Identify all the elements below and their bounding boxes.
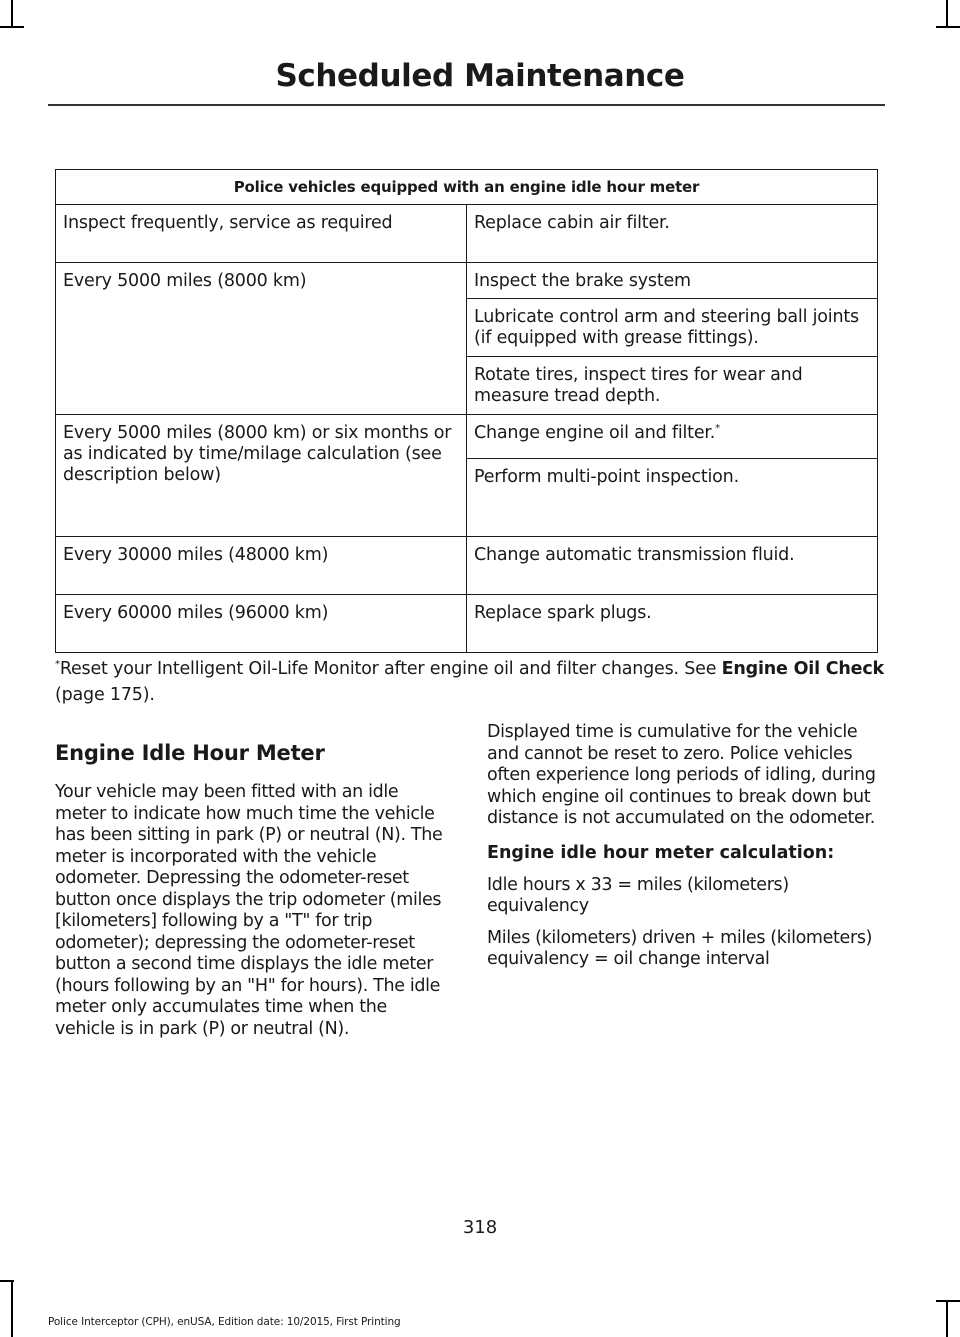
table-header-row	[56, 170, 878, 205]
table-row	[56, 205, 878, 263]
interval-cell: Every 5000 miles (8000 km) or six months or as indicated by time/milage calculation (see description below)	[56, 415, 467, 537]
body-paragraph: Your vehicle may been fitted with an idle meter to indicate how much time the vehicle has been sitting in park (P) or neutral (N). The meter is incorporated with the vehicle odometer. Depressing the odometer-reset button once displays the trip odometer (miles [kilometers] following by a "T" for trip odometer); depressing the odometer-reset button a second time displays the idle meter (hours following by an "H" for hours). The idle meter only accumulates time when the vehicle is in park (P) or neutral (N).	[55, 782, 443, 1039]
crop-mark-bottom-right-v	[946, 1300, 948, 1337]
body-paragraph: Displayed time is cumulative for the vehicle and cannot be reset to zero. Police vehicles often experience long periods of idling, during which engine oil continues to break down but distance is not accumulated on the odometer.	[487, 722, 876, 828]
formula-text: Idle hours x 33 = miles (kilometers) equivalency	[487, 874, 789, 916]
maintenance-schedule-table	[55, 169, 878, 653]
formula-text: Miles (kilometers) driven + miles (kilometers) equivalency = oil change interval	[487, 927, 873, 969]
interval-cell: Every 60000 miles (96000 km)	[56, 595, 467, 653]
crop-mark-top-left-h	[0, 26, 24, 28]
task-cell: Replace spark plugs.	[467, 595, 878, 653]
crop-mark-bottom-left-h	[0, 1280, 14, 1282]
engine-oil-check-link[interactable]: Engine Oil Check	[721, 659, 884, 679]
table-row	[56, 263, 878, 299]
crop-mark-top-right-v	[946, 0, 948, 26]
table-footnote	[55, 656, 885, 708]
table-row	[56, 595, 878, 653]
footnote-text: Reset your Intelligent Oil-Life Monitor after engine oil and filter changes. See	[59, 659, 722, 679]
subheading: Engine idle hour meter calculation:	[487, 842, 835, 863]
interval-cell: Inspect frequently, service as required	[56, 205, 467, 263]
right-column	[487, 722, 882, 981]
footer-edition-info: Police Interceptor (CPH), enUSA, Edition date: 10/2015, First Printing	[48, 1316, 401, 1328]
table-caption: Police vehicles equipped with an engine idle hour meter	[56, 170, 878, 205]
footnote-marker: *	[55, 659, 60, 671]
left-column	[55, 736, 450, 1050]
page-reference: (page 175).	[55, 685, 155, 705]
interval-cell: Every 30000 miles (48000 km)	[56, 537, 467, 595]
table-row	[56, 415, 878, 459]
page-title: Scheduled Maintenance	[275, 58, 685, 94]
task-cell	[467, 415, 878, 459]
footnote-marker: *	[715, 423, 720, 435]
section-heading: Engine Idle Hour Meter	[55, 741, 325, 765]
task-cell: Perform multi-point inspection.	[467, 459, 878, 537]
interval-cell: Every 5000 miles (8000 km)	[56, 263, 467, 415]
task-cell: Inspect the brake system	[467, 263, 878, 299]
task-cell: Rotate tires, inspect tires for wear and measure tread depth.	[467, 357, 878, 415]
task-cell: Change automatic transmission fluid.	[467, 537, 878, 595]
crop-mark-bottom-right-h	[936, 1300, 960, 1302]
task-cell: Replace cabin air filter.	[467, 205, 878, 263]
crop-mark-bottom-left-v	[11, 1280, 13, 1337]
header-divider	[48, 104, 885, 106]
table-row	[56, 537, 878, 595]
page-number: 318	[462, 1217, 498, 1238]
task-text: Change engine oil and filter.	[474, 423, 716, 443]
task-cell: Lubricate control arm and steering ball joints (if equipped with grease fittings).	[467, 299, 878, 357]
crop-mark-top-left-v	[11, 0, 13, 26]
crop-mark-top-right-h	[936, 26, 960, 28]
